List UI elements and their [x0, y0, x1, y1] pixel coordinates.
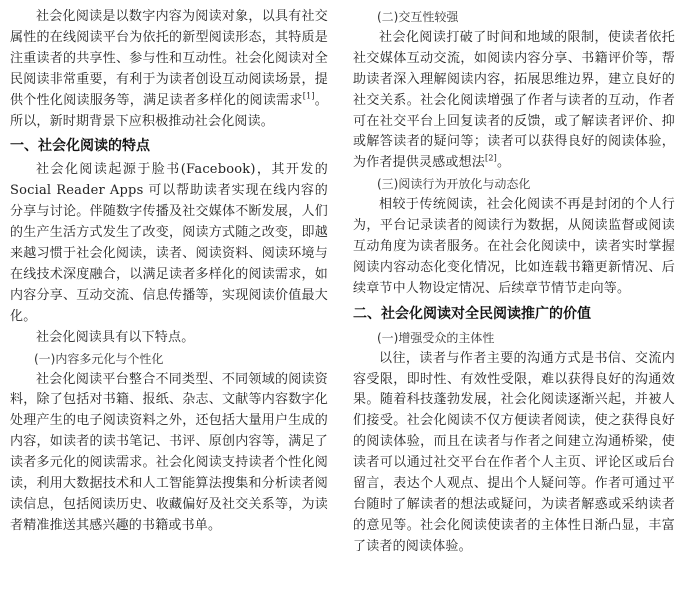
intro-text: 社会化阅读是以数字内容为阅读对象，以具有社交属性的在线阅读平台为依托的新型阅读形态，其特质是注重读者的共享性、参与性和互动性。社会化阅读对全民阅读非常重要，有利于为读者创设互动阅读场景，提供个性化阅读服务等，满足读者多样化的阅读需求 — [10, 9, 328, 108]
section-1-paragraph-2: 社会化阅读具有以下特点。 — [36, 329, 195, 345]
subsection-4-heading: (一)增强受众的主体性 — [377, 330, 495, 345]
subsection-1-heading: (一)内容多元化与个性化 — [34, 351, 164, 366]
intro-paragraph — [10, 7, 328, 132]
left-column — [10, 7, 328, 537]
subsection-3-paragraph: 相较于传统阅读，社会化阅读不再是封闭的个人行为，平台记录读者的阅读行为数据，从阅读监督或阅读互动角度为读者服务。在社会化阅读中，读者实时掌握阅读内容动态化变化情况，比如连载书籍更新情况、后续章节中人物设定情况、后续章节情节走向等。 — [353, 197, 675, 296]
intro-tail: 。所以，新时期背景下应积极推动社会化阅读。 — [10, 92, 328, 129]
subsection-3-heading: (三)阅读行为开放化与动态化 — [377, 177, 531, 192]
section-2-heading: 二、社会化阅读对全民阅读推广的价值 — [353, 305, 591, 322]
subsection-1-paragraph: 社会化阅读平台整合不同类型、不同领域的阅读资料，除了包括对书籍、报纸、杂志、文献等内容数字化处理产生的电子阅读资料之外，还包括大量用户生成的内容，如读者的读书笔记、书评、原创内容等，满足了读者多元化的阅读需求。社会化阅读支持读者个性化阅读，利用大数据技术和人工智能算法搜集和分析读者阅读信息，包括阅读历史、收藏偏好及社交关系等，为读者精准推送其感兴趣的书籍或书单。 — [10, 371, 328, 533]
subsection-2-paragraph — [353, 28, 675, 174]
subsection-2-tail: 。 — [496, 155, 511, 171]
citation-1[interactable]: [1] — [302, 91, 315, 101]
section-1-heading: 一、社会化阅读的特点 — [10, 138, 150, 155]
subsection-4-paragraph: 以往，读者与作者主要的沟通方式是书信、交流内容受限，即时性、有效性受限，难以获得良好的沟通效果。随着科技蓬勃发展，社会化阅读逐渐兴起，并被人们接受。社会化阅读不仅方便读者阅读，使之获得良好的阅读体验，而且在读者与作者之间建立沟通桥梁，使读者可以通过社交平台在作者个人主页、评论区或后台留言，表达个人观点、提出个人疑问等。作者可通过平台随时了解读者的想法或疑问，为读者解惑或采纳读者的意见等。社会化阅读使读者的主体性日渐凸显，丰富了读者的阅读体验。 — [353, 350, 675, 554]
right-column — [353, 7, 675, 558]
subsection-2-text: 社会化阅读打破了时间和地域的限制，使读者依托社交媒体互动交流，如阅读内容分享、书籍评价等，帮助读者深入理解阅读内容，拓展思维边界，建立良好的社交关系。社会化阅读增强了作者与读者的互动，作者可在社交平台上回复读者的反馈，或了解读者评价、抑或解答读者的疑问等；读者可以获得良好的阅读体验，为作者提供灵感或想法 — [353, 29, 675, 171]
section-1-paragraph-1: 社会化阅读起源于脸书(Facebook)，其开发的Social Reader Apps 可以帮助读者实现在线内容的分享与讨论。伴随数字传播及社交媒体不断发展，人们的生产生活方式发生了改变，阅读方式随之改变，即越来越习惯于社会化阅读，读者、阅读资料、阅读环境与在线技术深度融合，以满足读者多样化的阅读需求，如内容分享、互动交流、信息传播等，实现阅读价值最大化。 — [10, 162, 328, 324]
subsection-2-heading: (二)交互性较强 — [377, 10, 459, 24]
citation-2[interactable]: [2] — [485, 154, 497, 164]
